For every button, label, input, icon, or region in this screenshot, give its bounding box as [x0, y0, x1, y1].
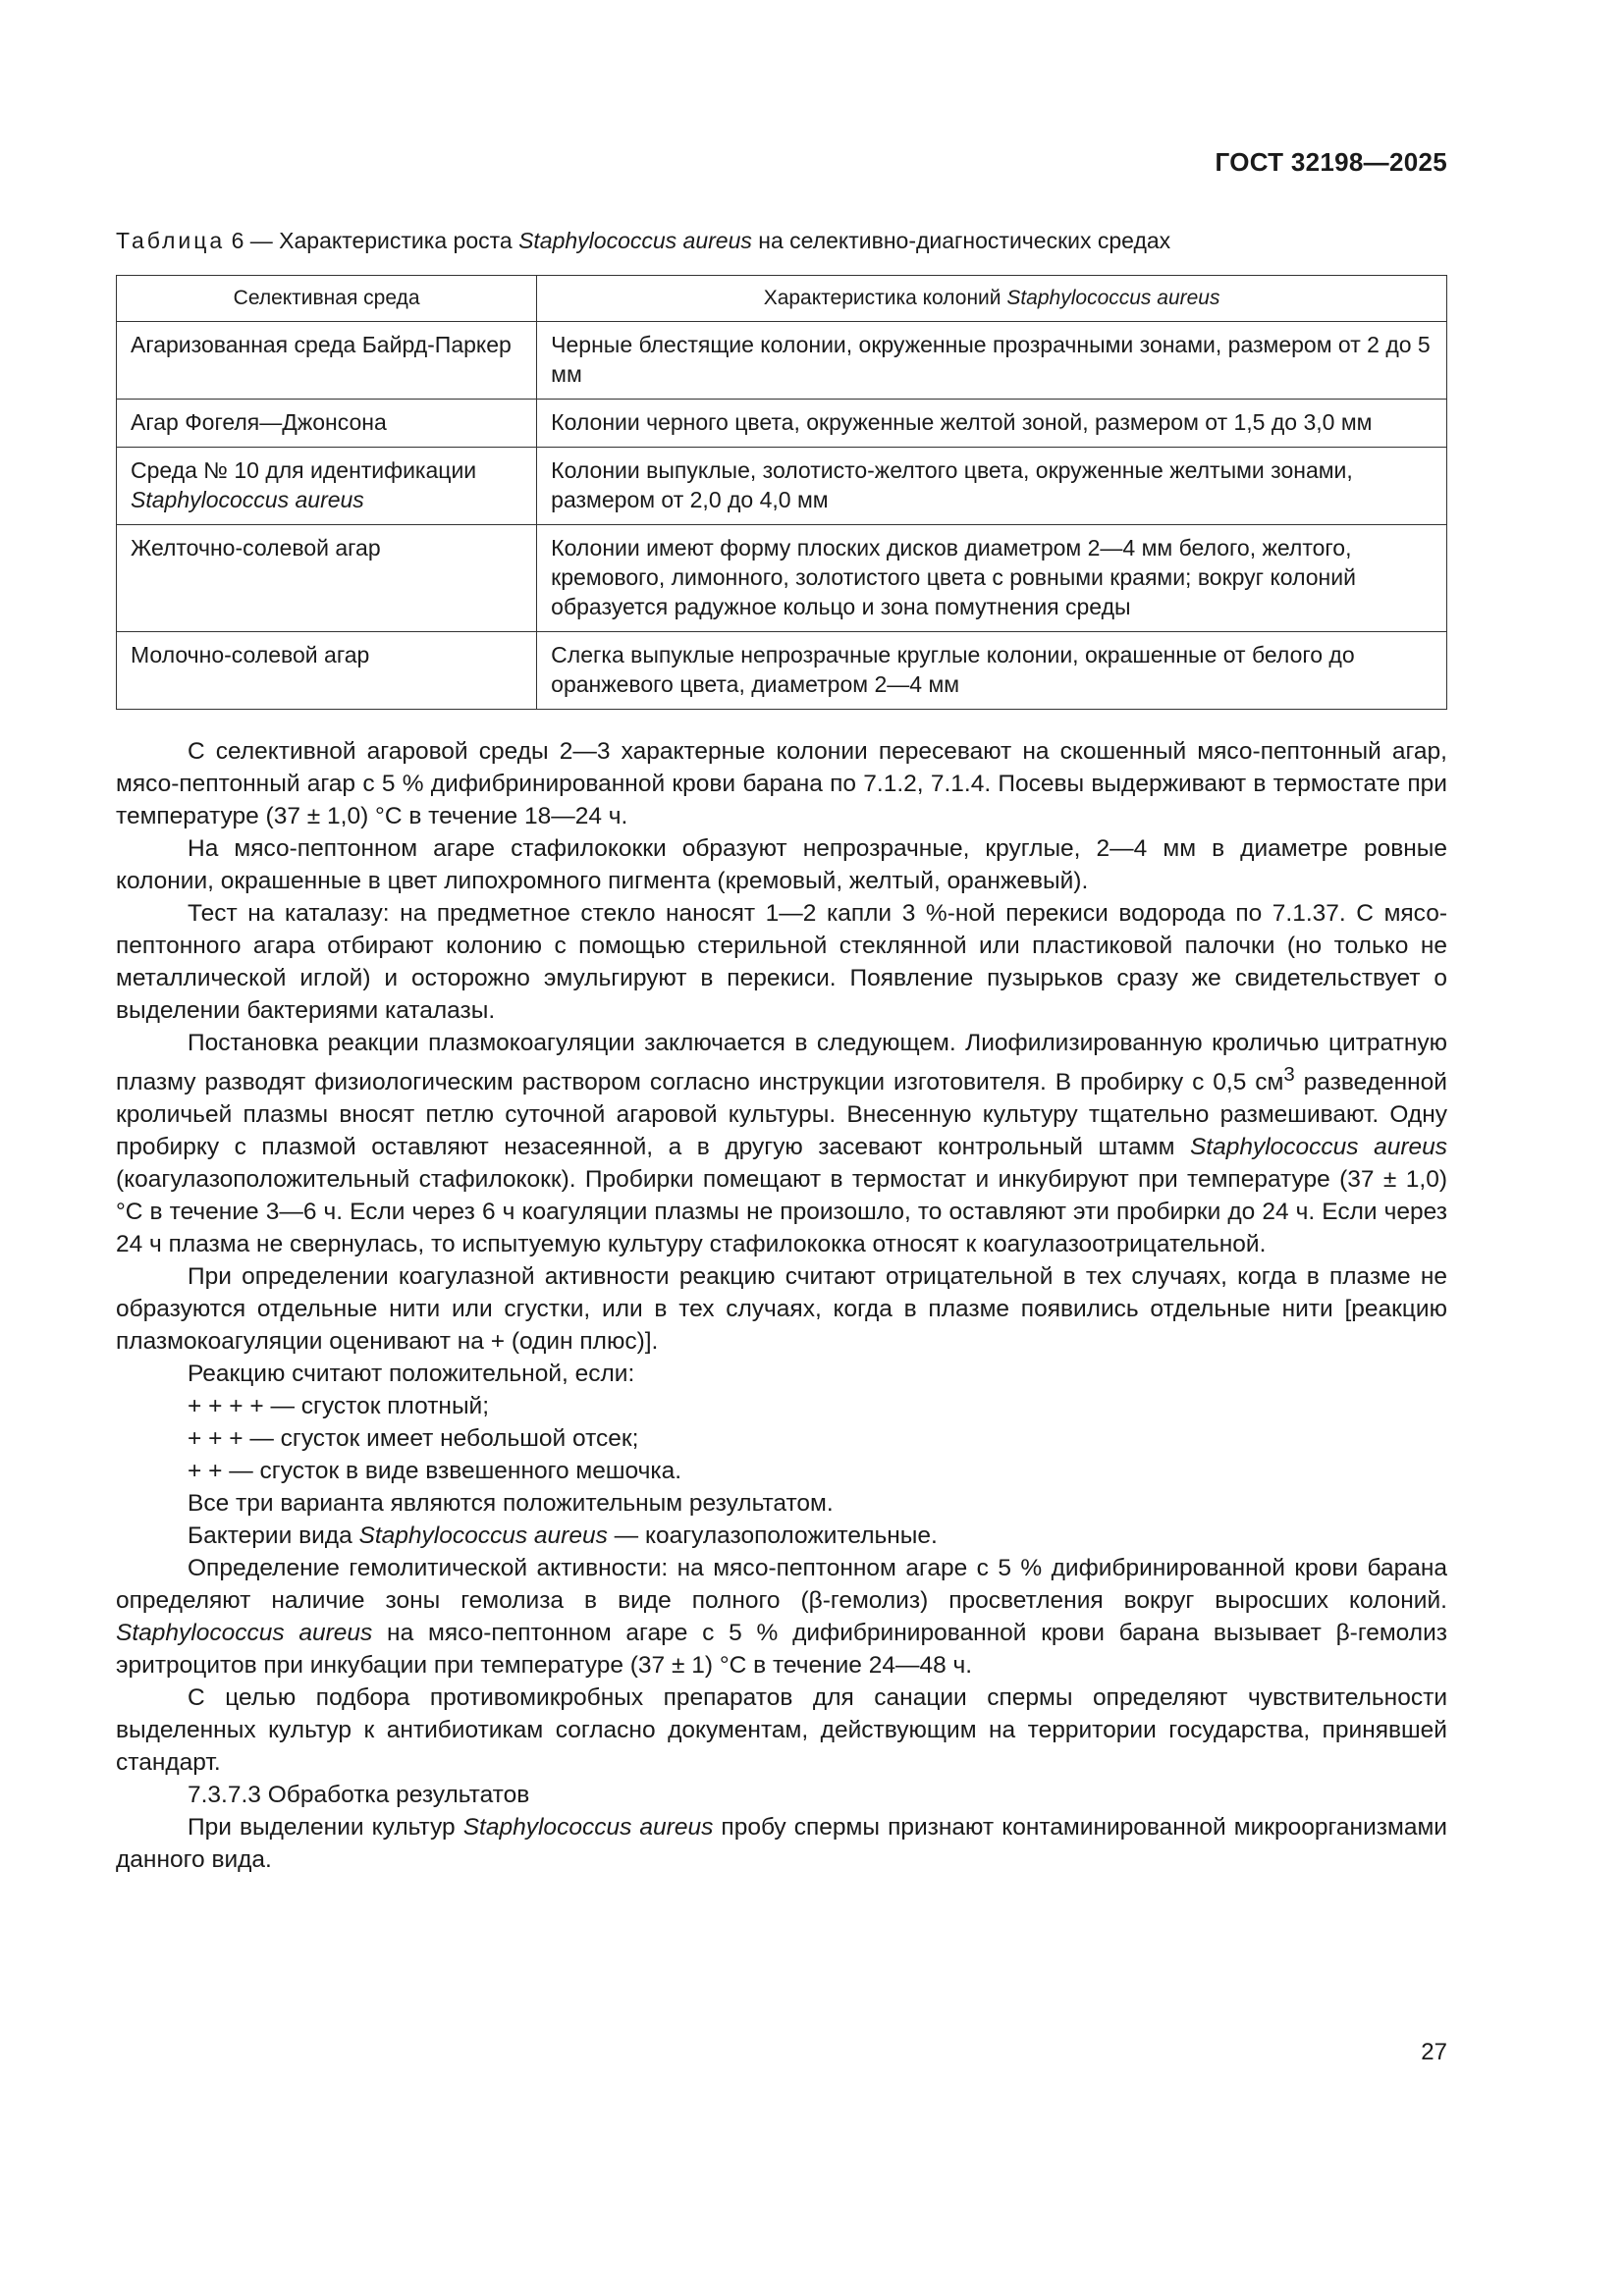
medium-name: Среда № 10 для идентификации	[131, 457, 477, 483]
text-run: Бактерии вида	[188, 1522, 359, 1550]
description-cell: Слегка выпуклые непрозрачные круглые колонии, окрашенные от белого до оранжевого цвета, диаметром 2—4 мм	[537, 632, 1447, 710]
species-name: Staphylococcus aureus	[116, 1620, 373, 1647]
paragraph: На мясо-пептонном агаре стафилококки образуют непрозрачные, круглые, 2—4 мм в диаметре ровные колонии, окрашенные в цвет липохромного пигмента (кремовый, желтый, оранжевый).	[116, 835, 1447, 894]
paragraph: Тест на каталазу: на предметное стекло наносят 1—2 капли 3 %-ной перекиси водорода по 7.1.37. С мясо-пептонного агара отбирают колонию с помощью стерильной стеклянной или пластиковой палочки (но только не металлической иглой) и осторожно эмульгируют в перекиси. Появление пузырьков сразу же свидетельствует о выделении бактериями каталазы.	[116, 900, 1447, 1024]
description-cell: Колонии выпуклые, золотисто-желтого цвета, окруженные желтыми зонами, размером от 2,0 до 4,0 мм	[537, 448, 1447, 525]
species-name: Staphylococcus aureus	[462, 1814, 714, 1842]
medium-name: Агаризованная среда Байрд-Паркер	[131, 332, 512, 357]
paragraph: При определении коагулазной активности реакцию считают отрицательной в тех случаях, когда в плазме не образуются отдельные нити или сгустки, или в тех случаях, когда в плазме появились отдельные нити [реакцию плазмокоагуляции оценивают на + (один плюс)].	[116, 1263, 1447, 1356]
column-header-medium: Селективная среда	[117, 276, 537, 322]
medium-cell	[117, 322, 537, 400]
table-header-row	[117, 276, 1447, 322]
paragraph: С целью подбора противомикробных препаратов для санации спермы определяют чувствительности выделенных культур к антибиотикам согласно документам, действующим на территории государства, принявшей стандарт.	[116, 1684, 1447, 1777]
column-header-characteristics-text: Характеристика колоний	[763, 287, 1007, 309]
list-item: + + + + — сгусток плотный;	[188, 1393, 490, 1420]
paragraph	[116, 1520, 1447, 1552]
medium-cell	[117, 525, 537, 632]
medium-name: Желточно-солевой агар	[131, 535, 381, 561]
paragraph	[116, 1027, 1447, 1260]
table-caption-word: Таблица	[116, 228, 226, 253]
paragraph: С селективной агаровой среды 2—3 характерные колонии пересевают на скошенный мясо-пептонный агар, мясо-пептонный агар с 5 % дифибринированной крови барана по 7.1.2, 7.1.4. Посевы выдерживают в термостате при температуре (37 ± 1,0) °С в течение 18—24 ч.	[116, 738, 1447, 829]
text-run: — коагулазоположительные.	[607, 1522, 938, 1550]
text-run: (коагулазоположительный стафилококк). Пробирки помещают в термостат и инкубируют при температуре (37 ± 1,0) °С в течение 3—6 ч. Если через 6 ч коагуляции плазмы не произошло, то оставляют эти пробирки до 24 ч. Если через 24 ч плазма не свернулась, то испытуемую культуру стафилококка относят к коагулазоотрицательной.	[116, 1166, 1447, 1258]
medium-name: Агар Фогеля—Джонсона	[131, 409, 387, 435]
list-item: + + — сгусток в виде взвешенного мешочка.	[188, 1458, 682, 1485]
table-caption-species: Staphylococcus aureus	[518, 228, 752, 253]
paragraph	[116, 1552, 1447, 1682]
medium-species: Staphylococcus aureus	[131, 487, 364, 512]
text-run: на мясо-пептонном агаре с 5 % дифибринированной крови барана вызывает β-гемолиз эритроцитов при инкубации при температуре (37 ± 1) °С в течение 24—48 ч.	[116, 1620, 1447, 1680]
table-row	[117, 448, 1447, 525]
page-number: 27	[1421, 2039, 1447, 2065]
table-row	[117, 632, 1447, 710]
list-item: + + + — сгусток имеет небольшой отсек;	[188, 1425, 639, 1453]
table-row	[117, 322, 1447, 400]
text-run: Определение гемолитической активности: на мясо-пептонном агаре с 5 % дифибринированной крови барана определяют наличие зоны гемолиза в виде полного (β-гемолиз) просветления вокруг выросших колоний.	[116, 1555, 1447, 1615]
column-header-species: Staphylococcus aureus	[1006, 287, 1220, 309]
table-row	[117, 525, 1447, 632]
species-name: Staphylococcus aureus	[358, 1522, 608, 1550]
description-cell: Черные блестящие колонии, окруженные прозрачными зонами, размером от 2 до 5 мм	[537, 322, 1447, 400]
growth-characteristics-table	[116, 275, 1447, 710]
superscript: 3	[1283, 1064, 1295, 1086]
paragraph: Все три варианта являются положительным результатом.	[188, 1490, 834, 1518]
text-run: При выделении культур	[188, 1814, 463, 1842]
text-run: Постановка реакции плазмокоагуляции заключается в следующем. Лиофилизированную кроличью цитратную плазму разводят физиологическим раствором согласно инструкции изготовителя. В пробирку с 0,5 см	[116, 1030, 1447, 1096]
medium-cell	[117, 632, 537, 710]
body-text	[116, 735, 1447, 1876]
description-cell: Колонии имеют форму плоских дисков диаметром 2—4 мм белого, желтого, кремового, лимонного, золотистого цвета с ровными краями; вокруг колоний образуется радужное кольцо и зона помутнения среды	[537, 525, 1447, 632]
text-run: пробу спермы признают контаминированной микроорганизмами данного вида.	[116, 1814, 1447, 1874]
medium-cell	[117, 400, 537, 448]
medium-name: Молочно-солевой агар	[131, 642, 370, 667]
column-header-characteristics	[537, 276, 1447, 322]
document-id: ГОСТ 32198—2025	[1215, 147, 1447, 177]
paragraph: Реакцию считают положительной, если:	[188, 1361, 635, 1388]
table-caption	[116, 226, 1447, 255]
table-caption-text-end: на селективно-диагностических средах	[751, 228, 1171, 253]
section-heading: 7.3.7.3 Обработка результатов	[188, 1782, 530, 1809]
medium-cell	[117, 448, 537, 525]
paragraph	[116, 1811, 1447, 1876]
species-name: Staphylococcus aureus	[1189, 1134, 1447, 1161]
description-cell: Колонии черного цвета, окруженные желтой зоной, размером от 1,5 до 3,0 мм	[537, 400, 1447, 448]
text-run: разведенной кроличьей плазмы вносят петлю суточной агаровой культуры. Внесенную культуру тщательно размешивают. Одну пробирку с плазмой оставляют незасеянной, а в другую засевают контрольный штамм	[116, 1069, 1447, 1161]
table-caption-text: 6 — Характеристика роста	[225, 228, 519, 253]
table-row	[117, 400, 1447, 448]
